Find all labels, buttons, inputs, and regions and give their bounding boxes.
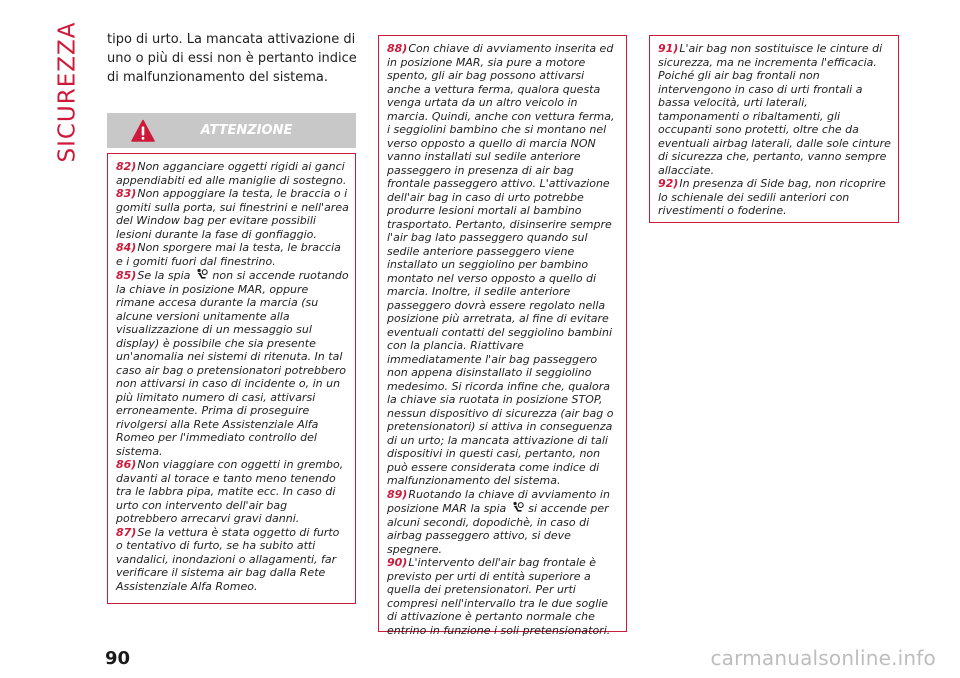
airbag-warning-light-icon <box>195 268 208 281</box>
attention-title: ATTENZIONE <box>200 123 293 138</box>
attention-box-notes-88-90 <box>378 35 627 637</box>
attention-header <box>107 113 356 148</box>
note-90: 90)L'intervento dell'air bag frontale è previsto per urti di entità superiore a quella dei pretensionatori. Per urti compresi nell'intervallo tra le due soglie di attivazione è pertanto normale che entrino in funzione i soli pretensionatori. <box>387 556 611 637</box>
page-number: 90 <box>105 648 131 669</box>
note-92: 92)In presenza di Side bag, non ricoprire lo schienale dei sedili anteriori con rivestimenti o foderine. <box>658 177 886 217</box>
attention-box-notes-82-87 <box>107 153 356 604</box>
section-tab <box>50 22 86 162</box>
note-83: 83)Non appoggiare la testa, le braccia o i gomiti sulla porta, sui finestrini e nell'area del Window bag per evitare possibili lesioni durante la fase di gonfiaggio. <box>116 187 349 241</box>
intro-paragraph: tipo di urto. La mancata attivazione di uno o più di essi non è pertanto indice di malfunzionamento del sistema. <box>107 32 357 85</box>
note-82: 82)Non agganciare oggetti rigidi ai ganci appendiabiti ed alle maniglie di sostegno. <box>116 160 347 187</box>
note-88: 88)Con chiave di avviamento inserita ed in posizione MAR, sia pure a motore spento, gli air bag possono attivarsi anche a vettura ferma, qualora questa venga urtata da un altro veicolo in marcia. Quindi, anche con vettura ferma, i seggiolini bambino che si montano nel verso opposto a quello di marcia NON vanno installati sul sedile anteriore passeggero in presenza di air bag frontale passeggero attivo. L'attivazione dell'air bag in caso di urto potrebbe produrre lesioni mortali al bambino trasportato. Pertanto, disinserire sempre l'air bag lato passeggero quando sul sedile anteriore passeggero viene installato un seggiolino per bambino montato nel verso opposto a quello di marcia. Inoltre, il sedile anteriore passeggero dovrà essere regolato nella posizione più arretrata, al fine di evitare eventuali contatti del seggiolino bambini con la plancia. Riattivare immediatamente l'air bag passeggero non appena disinstallato il seggiolino medesimo. Si ricorda infine che, qualora la chiave sia ruotata in posizione STOP, nessun dispositivo di sicurezza (air bag o pretensionatori) si attiva in conseguenza di un urto; la mancata attivazione di tali dispositivi in questi casi, pertanto, non può essere considerata come indice di malfunzionamento del sistema. <box>387 42 615 487</box>
note-86: 86)Non viaggiare con oggetti in grembo, davanti al torace e tanto meno tenendo tra le labbra pipa, matite ecc. In caso di urto con intervento dell'air bag potrebbero arrecarvi gravi danni. <box>116 458 344 525</box>
note-87: 87)Se la vettura è stata oggetto di furto o tentativo di furto, se ha subito atti vandalici, inondazioni o allagamenti, far verificare il sistema air bag dalla Rete Assistenziale Alfa Romeo. <box>116 525 340 593</box>
section-label: SICUREZZA <box>55 21 82 163</box>
note-85: 85)Se la spia non si accende ruotando la chiave in posizione MAR, oppure rimane accesa durante la marcia (su alcune versioni unitamente alla visualizzazione di un messaggio sul display) è possibile che sia presente un'anomalia nei sistemi di ritenuta. In tal caso air bag o pretensionatori potrebbero non attivarsi in caso di incidente o, in un più limitato numero di casi, attivarsi erroneamente. Prima di proseguire rivolgersi alla Rete Assistenziale Alfa Romeo per l'immediato controllo del sistema. <box>116 269 349 458</box>
note-89: 89)Ruotando la chiave di avviamento in posizione MAR la spia si accende per alcuni secondi, dopodichè, in caso di airbag passeggero attivo, si deve spegnere. <box>387 487 610 556</box>
note-84: 84)Non sporgere mai la testa, le braccia e i gomiti fuori dal finestrino. <box>116 241 341 268</box>
attention-box-notes-91-92 <box>649 35 899 223</box>
note-91: 91)L'air bag non sostituisce le cinture di sicurezza, ma ne incrementa l'efficacia. Poiché gli air bag frontali non intervengono in caso di urti frontali a bassa velocità, urti laterali, tamponamenti o ribaltamenti, gli occupanti sono protetti, oltre che da eventuali airbag laterali, dalle sole cinture di sicurezza che, pertanto, vanno sempre allacciate. <box>658 42 891 177</box>
airbag-warning-light-icon <box>511 501 524 514</box>
watermark: carmanualsonline.info <box>710 646 936 670</box>
